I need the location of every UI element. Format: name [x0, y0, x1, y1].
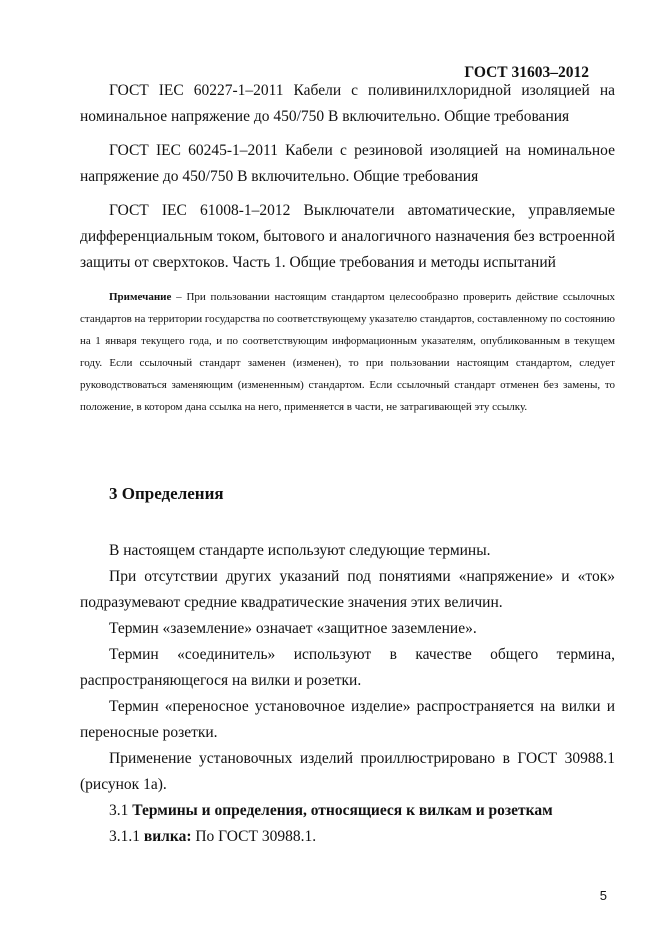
reference-item: ГОСТ IEC 60227-1–2011 Кабели с поливинилхлоридной изоляцией на номинальное напряжение до 450/750 В включительно. Общие требования — [80, 82, 615, 125]
subsection-title: Термины и определения, относящиеся к вилкам и розеткам — [132, 802, 553, 819]
term-number: 3.1.1 — [109, 828, 144, 845]
page-number: 5 — [599, 888, 607, 903]
term-name: вилка: — [143, 828, 192, 845]
note-label: Примечание — [109, 291, 172, 303]
term-definition — [80, 824, 615, 850]
paragraph: При отсутствии других указаний под понятиями «напряжение» и «ток» подразумевают средние квадратические значения этих величин. — [80, 568, 615, 611]
note-text: – При пользовании настоящим стандартом целесообразно проверить действие ссылочных стандартов на территории государства по соответствующему указателю стандартов, составленному по состоянию на 1 января текущего года, и по соответствующим информационным указателям, опубликованным в текущем году. Если ссылочный стандарт заменен (изменен), то при пользовании настоящим стандартом, следует руководствоваться заменяющим (измененным) стандартом. Если ссылочный стандарт отменен без замены, то положение, в котором дана ссылка на него, применяется в части, не затрагивающей эту ссылку. — [80, 291, 615, 413]
reference-item: ГОСТ IEC 61008-1–2012 Выключатели автоматические, управляемые дифференциальным током, бытового и аналогичного назначения без встроенной защиты от сверхтоков. Часть 1. Общие требования и методы испытаний — [80, 202, 615, 271]
term-text: По ГОСТ 30988.1. — [191, 828, 317, 845]
paragraph: Термин «соединитель» используют в качестве общего термина, распространяющегося на вилки и розетки. — [80, 646, 615, 689]
section-body — [80, 538, 615, 850]
reference-item: ГОСТ IEC 60245-1–2011 Кабели с резиновой изоляцией на номинальное напряжение до 450/750 В включительно. Общие требования — [80, 142, 615, 185]
paragraph: Применение установочных изделий проиллюстрировано в ГОСТ 30988.1 (рисунок 1а). — [80, 750, 615, 793]
paragraph: Термин «переносное установочное изделие» распространяется на вилки и переносные розетки. — [80, 698, 615, 741]
subsection-heading — [80, 798, 615, 824]
section-title: 3 Определения — [109, 484, 224, 503]
note-block — [80, 286, 615, 418]
references-list — [80, 78, 615, 284]
subsection-number: 3.1 — [109, 802, 133, 819]
document-header: ГОСТ 31603–2012 — [464, 64, 589, 81]
paragraph: В настоящем стандарте используют следующие термины. — [109, 542, 491, 559]
paragraph: Термин «заземление» означает «защитное заземление». — [109, 620, 477, 637]
